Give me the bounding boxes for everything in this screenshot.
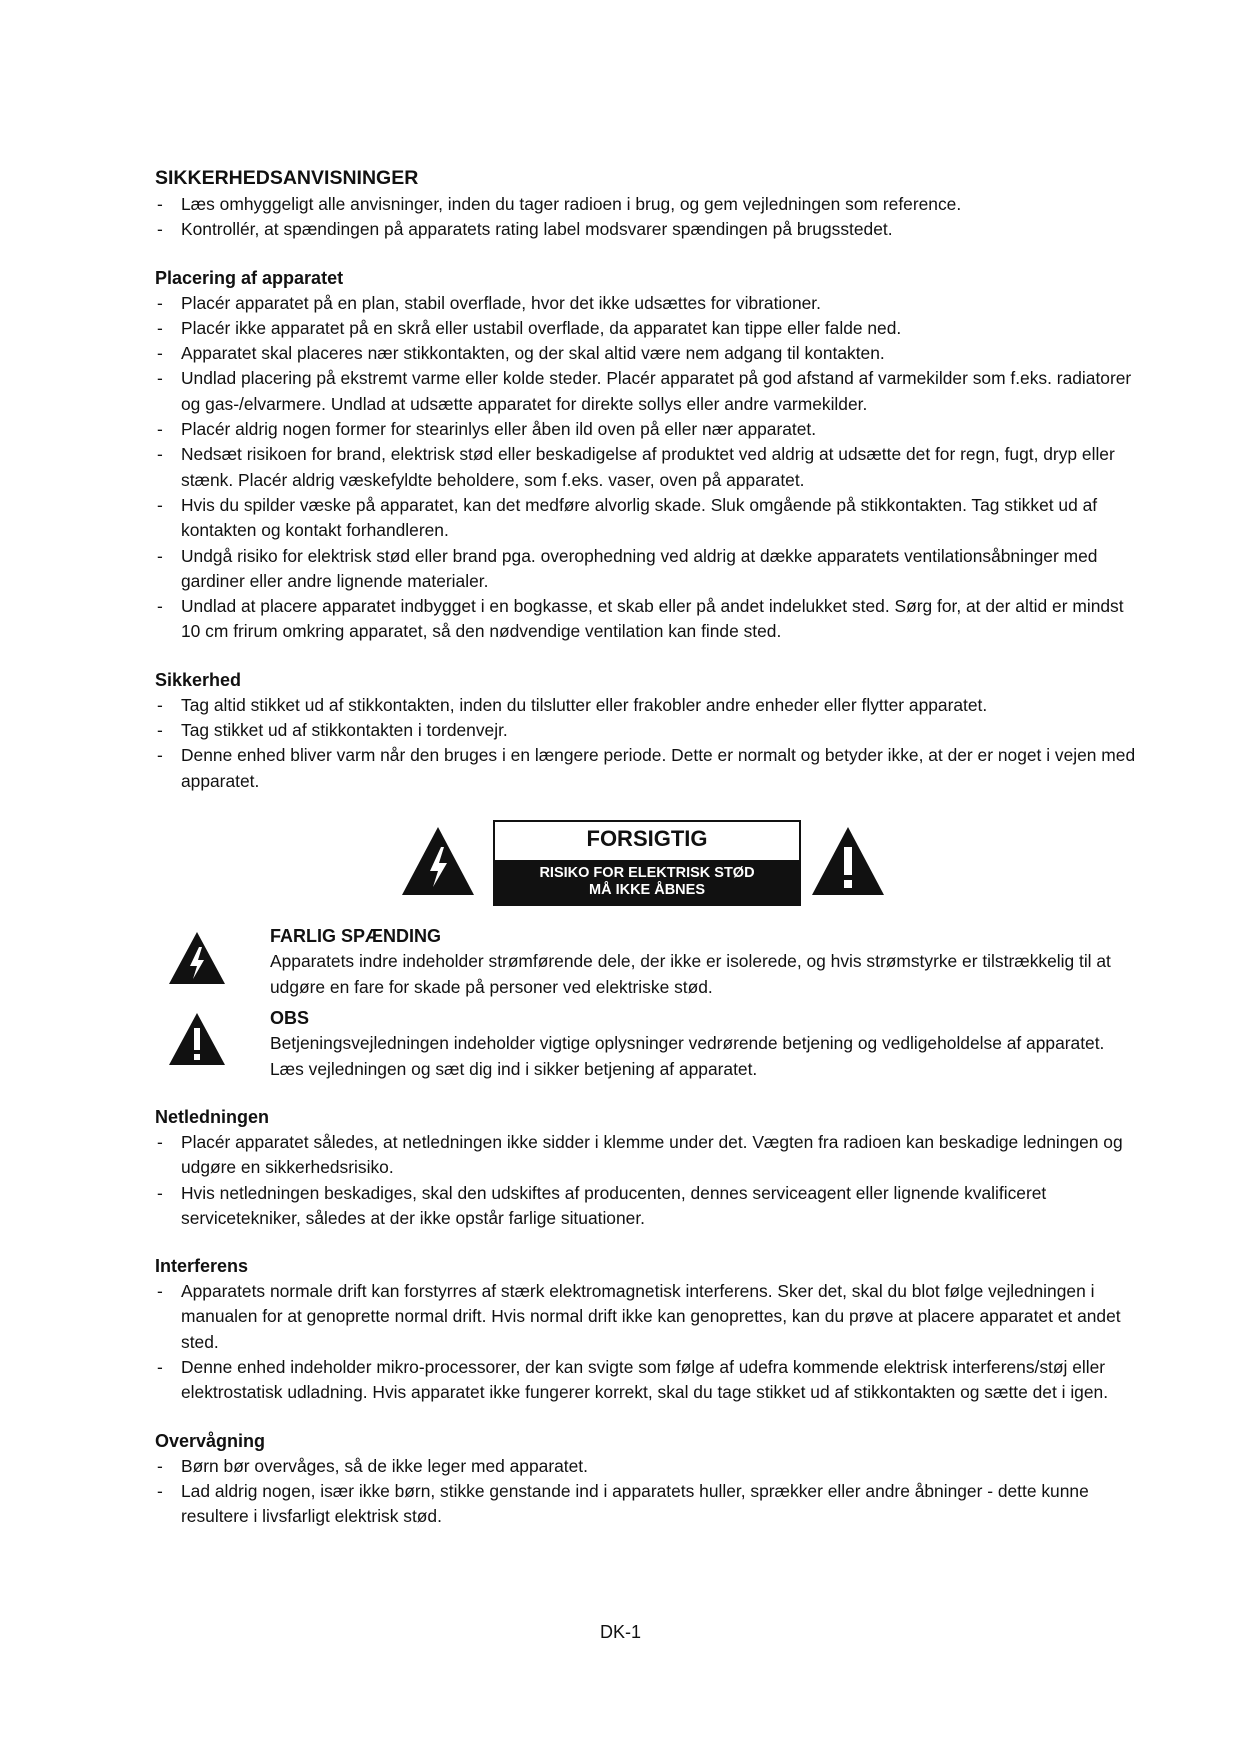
section-sikkerhed bbox=[155, 668, 1140, 794]
caution-subtext: RISIKO FOR ELEKTRISK STØD MÅ IKKE ÅBNES bbox=[495, 860, 799, 904]
list-item: - Placér aldrig nogen former for stearinlys eller åben ild oven på eller nær apparatet. bbox=[157, 419, 817, 440]
section-heading: Sikkerhed bbox=[155, 669, 242, 690]
list-item: - Hvis netledningen beskadiges, skal den udskiftes af producenten, dennes serviceagent eller lignende kvalificeret servicetekniker, således at der ikke opstår farlige situationer. bbox=[157, 1182, 1047, 1228]
list-item: - Apparatet skal placeres nær stikkontakten, og der skal altid være nem adgang til kontakten. bbox=[157, 343, 885, 364]
warning-heading: FARLIG SPÆNDING bbox=[270, 926, 442, 946]
warning-text: FARLIG SPÆNDING Apparatets indre indeholder strømførende dele, der ikke er isolerede, og hvis strømstyrke er tilstrækkelig til at udgøre en fare for skade på personer ved elektriske stød. bbox=[270, 924, 1140, 1000]
section-heading: Placering af apparatet bbox=[155, 267, 344, 288]
list-item: - Læs omhyggeligt alle anvisninger, inden du tager radioen i brug, og gem vejledningen som reference. bbox=[157, 194, 962, 214]
section-placering bbox=[155, 266, 1140, 645]
list-item: - Børn bør overvåges, så de ikke leger med apparatet. bbox=[157, 1455, 588, 1476]
list-item: - Lad aldrig nogen, især ikke børn, stikke genstande ind i apparatets huller, sprækker eller andre åbninger - dette kunne resultere i livsfarligt elektrisk stød. bbox=[157, 1480, 1089, 1527]
electric-shock-warning-icon bbox=[400, 825, 476, 897]
list-item: - Denne enhed indeholder mikro-processorer, der kan svigte som følge af udefra kommende elektrisk interferens/støj eller elektrostatisk udladning. Hvis apparatet ikke fungerer korrekt, skal du tage stikket ud af stikkontakten og sætte det i igen. bbox=[157, 1357, 1109, 1403]
warning-text: OBS Betjeningsvejledningen indeholder vigtige oplysninger vedrørende betjening og vedligeholdelse af apparatet. Læs vejledningen og sæt dig ind i sikker betjening af apparatet. bbox=[270, 1006, 1140, 1082]
list-item: - Tag altid stikket ud af stikkontakten, inden du tilslutter eller frakobler andre enheder eller flytter apparatet. bbox=[157, 694, 988, 715]
intro-list bbox=[155, 192, 1140, 243]
section-netledningen bbox=[155, 1105, 1140, 1231]
list-item: - Placér apparatet på en plan, stabil overflade, hvor det ikke udsættes for vibrationer. bbox=[157, 292, 821, 313]
list-item: - Nedsæt risikoen for brand, elektrisk stød eller beskadigelse af produktet ved aldrig at udsætte det for regn, fugt, dryp eller stænk. Placér aldrig væskefyldte beholdere, som f.eks. vaser, oven på apparatet. bbox=[157, 444, 1115, 490]
list-item: - Denne enhed bliver varm når den bruges i en længere periode. Dette er normalt og betyder ikke, at der er noget i vejen med apparatet. bbox=[157, 745, 1136, 791]
section-heading: Overvågning bbox=[155, 1430, 266, 1451]
section-heading: Interferens bbox=[155, 1256, 249, 1277]
electric-shock-warning-icon bbox=[167, 930, 227, 986]
exclamation-warning-icon bbox=[167, 1011, 227, 1067]
section-overvaagning bbox=[155, 1429, 1140, 1530]
warning-heading: OBS bbox=[270, 1008, 310, 1028]
page-number: DK-1 bbox=[599, 1622, 641, 1642]
list-item: - Undlad placering på ekstremt varme eller kolde steder. Placér apparatet på god afstand af varmekilder som f.eks. radiatorer og gas-/elvarmere. Undlad at udsætte apparatet for direkte sollys eller andre varmekilder. bbox=[157, 368, 1132, 414]
list-item: - Hvis du spilder væske på apparatet, kan det medføre alvorlig skade. Sluk omgående på stikkontakten. Tag stikket ud af kontakten og kontakt forhandleren. bbox=[157, 494, 1098, 541]
caution-heading: FORSIGTIG bbox=[586, 826, 708, 851]
list-item: - Tag stikket ud af stikkontakten i tordenvejr. bbox=[157, 720, 508, 741]
list-item: - Undgå risiko for elektrisk stød eller brand pga. overophedning ved aldrig at dække apparatets ventilationsåbninger med gardiner eller andre lignende materialer. bbox=[157, 545, 1098, 591]
list-item: - Undlad at placere apparatet indbygget i en bogkasse, et skab eller på andet indelukket sted. Sørg for, at der altid er mindst 10 cm frirum omkring apparatet, så den nødvendige ventilation kan finde sted. bbox=[157, 596, 1124, 642]
caution-box bbox=[493, 820, 801, 906]
list-item: - Placér ikke apparatet på en skrå eller ustabil overflade, da apparatet kan tippe eller falde ned. bbox=[157, 317, 902, 338]
list-item: - Placér apparatet således, at netledningen ikke sidder i klemme under det. Vægten fra radioen kan beskadige ledningen og udgøre en sikkerhedsrisiko. bbox=[157, 1132, 1123, 1178]
caution-label bbox=[400, 820, 900, 920]
section-interferens bbox=[155, 1254, 1140, 1405]
exclamation-warning-icon bbox=[810, 825, 886, 897]
section-heading: Netledningen bbox=[155, 1107, 270, 1127]
document-body bbox=[155, 166, 1140, 794]
page-title: SIKKERHEDSANVISNINGER bbox=[155, 167, 419, 189]
list-item: - Kontrollér, at spændingen på apparatets rating label modsvarer spændingen på brugsstedet. bbox=[157, 219, 893, 240]
document-body-lower bbox=[155, 1105, 1140, 1530]
list-item: - Apparatets normale drift kan forstyrres af stærk elektromagnetisk interferens. Sker det, skal du blot følge vejledningen i manualen for at genoprette normal drift. Hvis normal drift ikke kan genoprettes, kan du prøve at placere apparatet et andet sted. bbox=[157, 1281, 1121, 1352]
